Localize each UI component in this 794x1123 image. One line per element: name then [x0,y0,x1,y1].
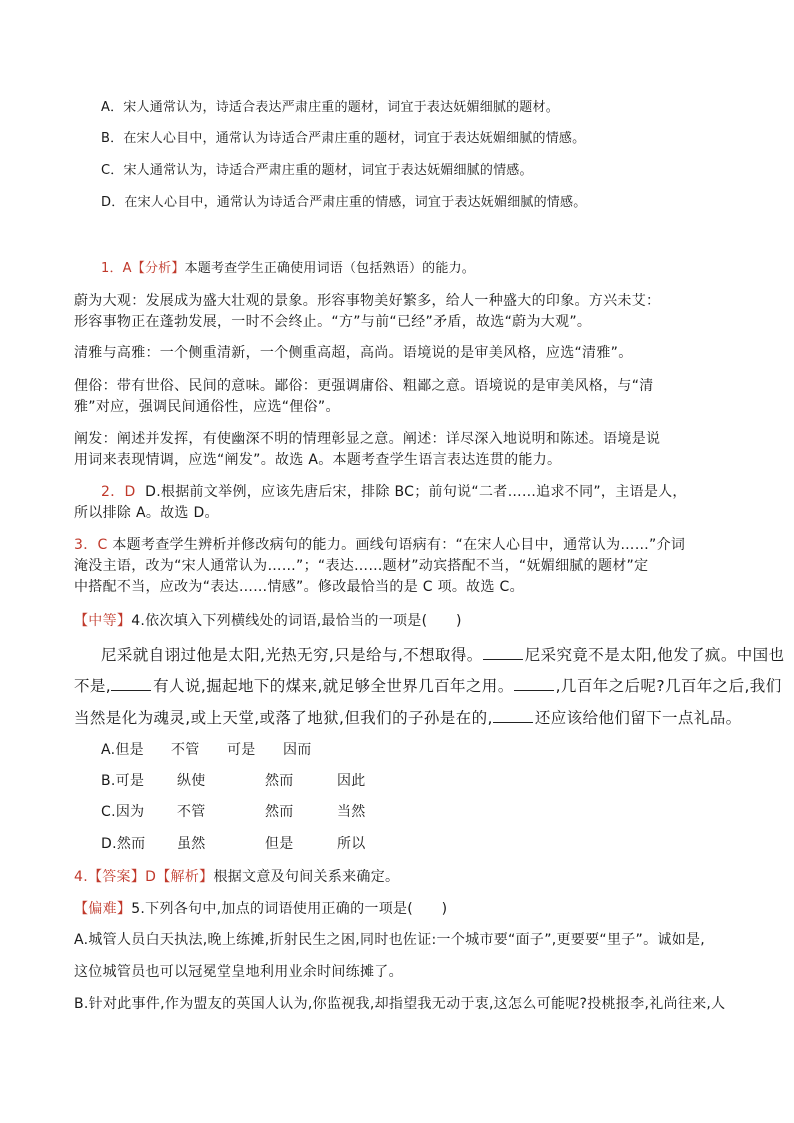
option-word: 虽然 [177,836,206,852]
passage-line3 [74,706,742,728]
answer3-line1 [74,534,685,554]
passage-line1 [101,643,784,665]
option-word: 然而 [265,773,294,789]
passage-text: ,几百年之后呢?几百年之后,我们 [555,677,782,695]
question-text: 4.依次填入下列横线处的词语,最恰当的一项是( ) [131,613,462,629]
option-word: 但是 [265,836,294,852]
passage-text: 尼采究竟不是太阳,他发了疯。中国也 [524,646,785,664]
option-word: D.然而 [101,836,146,852]
answer1-p3-line2: 雅”对应，强调民间通俗性，应选“俚俗”。 [74,399,340,415]
option-word: A.但是 [101,742,144,758]
passage-text: 还应该给他们留下一点礼品。 [534,709,742,727]
option-word: B.可是 [101,773,145,789]
answer3-line3: 中搭配不当，应改为“表达……情感”。修改最恰当的是 C 项。故选 C。 [74,579,524,595]
answer-text: 本题考查学生辨析并修改病句的能力。画线句语病有：“在宋人心目中，通常认为……”介词 [112,537,686,553]
answer-text: 本题考查学生正确使用词语（包括熟语）的能力。 [184,261,475,276]
option-word: 纵使 [177,773,206,789]
option-word: 不管 [171,742,200,758]
answer-text: 根据文意及句间关系来确定。 [213,869,400,885]
answer-label: 1．A【分析】 [101,261,185,276]
answer2-line1 [101,481,687,501]
passage-text: 当然是化为魂灵,或上天堂,或落了地狱,但我们的子孙是在的, [74,709,493,727]
option-a: A．宋人通常认为，诗适合表达严肃庄重的题材，词宜于表达妩媚细腻的题材。 [101,100,559,115]
q5-option-a-line1: A.城管人员白天执法,晚上练摊,折射民生之困,同时也佐证:一个城市要“面子”,更要要“里子”。诚如是, [74,932,706,948]
answer-label: 2．D [101,484,136,500]
passage-line2 [74,674,782,696]
q4-option-b [101,770,366,790]
option-word: 当然 [337,804,366,820]
question5-stem [74,898,447,918]
answer1-p2: 清雅与高雅：一个侧重清新，一个侧重高超，高尚。语境说的是审美风格，应选“清雅”。 [74,345,633,361]
option-word: 所以 [337,836,366,852]
option-c: C．宋人通常认为，诗适合严肃庄重的题材，词宜于表达妩媚细腻的情感。 [101,163,533,178]
question4-stem [74,610,462,630]
answer1-p4-line1: 阐发：阐述并发挥，有使幽深不明的情理彰显之意。阐述：详尽深入地说明和陈述。语境是说 [74,431,661,447]
answer-label: 3．C [74,537,108,553]
answer-text: D.根据前文举例，应该先唐后宋，排除 BC；前句说“二者……追求不同”，主语是人， [145,484,687,500]
option-word: 可是 [227,742,256,758]
passage-text: 尼采就自诩过他是太阳,光热无穷,只是给与,不想取得。 [101,646,483,664]
answer4 [74,866,399,886]
passage-text: 不是, [74,677,112,695]
q5-option-a-line2: 这位城管员也可以冠冕堂皇地利用业余时间练摊了。 [74,964,403,980]
q4-option-c [101,801,366,821]
option-b: B．在宋人心目中，通常认为诗适合严肃庄重的题材，词宜于表达妩媚细腻的情感。 [101,131,586,146]
q5-option-b-line1: B.针对此事件,作为盟友的英国人认为,你监视我,却指望我无动于衷,这怎么可能呢?投桃报李,礼尚往来,人 [74,996,726,1012]
difficulty-tag: 【中等】 [74,613,132,629]
q4-option-a [101,739,312,759]
difficulty-tag: 【偏难】 [74,901,132,917]
answer1-p3-line1: 俚俗：带有世俗、民间的意味。鄙俗：更强调庸俗、粗鄙之意。语境说的是审美风格，与“清 [74,378,654,394]
option-word: C.因为 [101,804,145,820]
question-text: 5.下列各句中,加点的词语使用正确的一项是( ) [131,901,448,917]
passage-text: 有人说,掘起地下的煤来,就足够全世界几百年之用。 [153,677,514,695]
fill-blank [483,645,523,660]
q4-option-d [101,833,366,853]
fill-blank [514,676,554,691]
answer1-heading [101,257,475,276]
option-word: 不管 [177,804,206,820]
option-word: 因此 [337,773,366,789]
option-word: 因而 [283,742,312,758]
answer1-p1-line2: 形容事物正在蓬勃发展，一时不会终止。“方”与前“已经”矛盾，故选“蔚为大观”。 [74,314,592,330]
option-word: 然而 [265,804,294,820]
answer-label: 4.【答案】D【解析】 [74,869,214,885]
answer2-line2: 所以排除 A。故选 D。 [74,505,219,521]
answer1-p1-line1: 蔚为大观：发展成为盛大壮观的景象。形容事物美好繁多，给人一种盛大的印象。方兴未艾： [74,293,661,309]
fill-blank [493,708,533,723]
option-d: D．在宋人心目中，通常认为诗适合严肃庄重的情感，词宜于表达妩媚细腻的情感。 [101,195,587,210]
answer1-p4-line2: 用词来表现情调，应选“阐发”。故选 A。本题考查学生语言表达连贯的能力。 [74,452,562,468]
fill-blank [111,676,151,691]
answer3-line2: 淹没主语，改为“宋人通常认为……”；“表达……题材”动宾搭配不当，“妩媚细腻的题材”定 [74,558,649,574]
